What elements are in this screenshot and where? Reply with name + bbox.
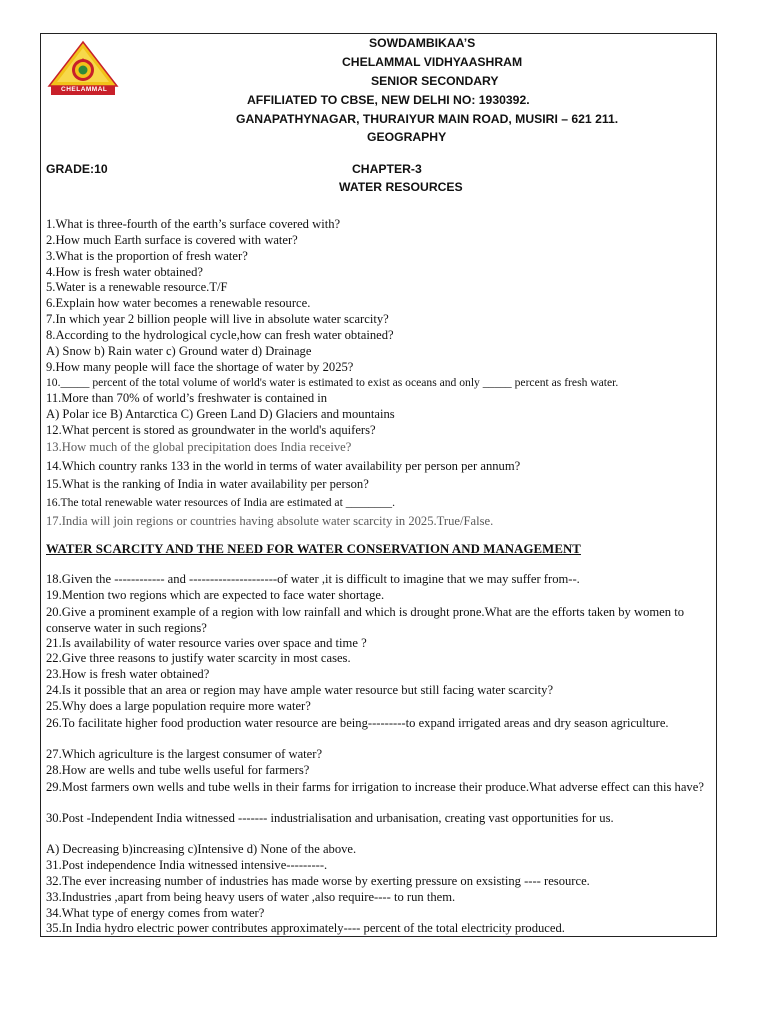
question-14: 14.Which country ranks 133 in the world in terms of water availability per person per annum? (46, 459, 521, 473)
chapter-title: WATER RESOURCES (339, 180, 463, 194)
question-30-options: A) Decreasing b)increasing c)Intensive d) None of the above. (46, 842, 357, 856)
question-27: 27.Which agriculture is the largest consumer of water? (46, 747, 323, 761)
address-line: GANAPATHYNAGAR, THURAIYUR MAIN ROAD, MUSIRI – 621 211. (236, 112, 619, 126)
question-15: 15.What is the ranking of India in water availability per person? (46, 477, 369, 491)
question-32: 32.The ever increasing number of industries has made worse by exerting pressure on exsisting ---- resource. (46, 874, 590, 888)
question-34: 34.What type of energy comes from water? (46, 906, 265, 920)
question-11-options: A) Polar ice B) Antarctica C) Green Land D) Glaciers and mountains (46, 407, 395, 421)
question-sheet (40, 33, 717, 937)
question-2: 2.How much Earth surface is covered with water? (46, 233, 298, 247)
question-26: 26.To facilitate higher food production water resource are being---------to expand irrigated areas and dry season agriculture. (46, 716, 669, 730)
school-logo (47, 40, 119, 96)
question-30: 30.Post -Independent India witnessed ------- industrialisation and urbanisation, creating vast opportunities for us. (46, 811, 614, 825)
question-19: 19.Mention two regions which are expected to face water shortage. (46, 588, 385, 602)
question-20: 20.Give a prominent example of a region with low rainfall and which is drought prone.What are the efforts taken by women to conserve water in such regions? (46, 605, 685, 635)
question-3: 3.What is the proportion of fresh water? (46, 249, 248, 263)
question-13: 13.How much of the global precipitation does India receive? (46, 440, 352, 454)
question-1: 1.What is three-fourth of the earth’s surface covered with? (46, 217, 341, 231)
question-17: 17.India will join regions or countries having absolute water scarcity in 2025.True/False. (46, 514, 494, 528)
question-5: 5.Water is a renewable resource.T/F (46, 280, 228, 294)
question-31: 31.Post independence India witnessed intensive---------. (46, 858, 328, 872)
section-heading: WATER SCARCITY AND THE NEED FOR WATER CONSERVATION AND MANAGEMENT (46, 542, 581, 556)
question-18: 18.Given the ------------ and ---------------------of water ,it is difficult to imagine that we may suffer from--. (46, 572, 580, 586)
school-level: SENIOR SECONDARY (371, 74, 499, 88)
question-12: 12.What percent is stored as groundwater in the world's aquifers? (46, 423, 376, 437)
question-11: 11.More than 70% of world’s freshwater is contained in (46, 391, 328, 405)
question-35: 35.In India hydro electric power contributes approximately---- percent of the total electricity produced. (46, 921, 565, 935)
school-name: SOWDAMBIKAA’S (369, 36, 476, 50)
question-7: 7.In which year 2 billion people will live in absolute water scarcity? (46, 312, 389, 326)
question-8-options: A) Snow b) Rain water c) Ground water d) Drainage (46, 344, 312, 358)
subject-label: GEOGRAPHY (367, 130, 447, 144)
question-24: 24.Is it possible that an area or region may have ample water resource but still facing water scarcity? (46, 683, 554, 697)
logo-caption: CHELAMMAL (61, 86, 108, 93)
question-29: 29.Most farmers own wells and tube wells in their farms for irrigation to increase their produce.What adverse effect can this have? (46, 780, 704, 794)
question-6: 6.Explain how water becomes a renewable resource. (46, 296, 311, 310)
grade-label: GRADE:10 (46, 162, 108, 176)
question-16: 16.The total renewable water resources of India are estimated at ________. (46, 496, 395, 509)
affiliation-line: AFFILIATED TO CBSE, NEW DELHI NO: 1930392. (247, 93, 530, 107)
school-subtitle: CHELAMMAL VIDHYAASHRAM (342, 55, 523, 69)
question-23: 23.How is fresh water obtained? (46, 667, 210, 681)
question-10: 10._____ percent of the total volume of world's water is estimated to exist as oceans and only _____ percent as fresh water. (46, 376, 619, 389)
question-8: 8.According to the hydrological cycle,how can fresh water obtained? (46, 328, 394, 342)
question-28: 28.How are wells and tube wells useful for farmers? (46, 763, 310, 777)
question-22: 22.Give three reasons to justify water scarcity in most cases. (46, 651, 351, 665)
chapter-label: CHAPTER-3 (352, 162, 422, 176)
question-33: 33.Industries ,apart from being heavy users of water ,also require---- to run them. (46, 890, 456, 904)
question-25: 25.Why does a large population require more water? (46, 699, 311, 713)
question-4: 4.How is fresh water obtained? (46, 265, 204, 279)
question-21: 21.Is availability of water resource varies over space and time ? (46, 636, 367, 650)
question-9: 9.How many people will face the shortage of water by 2025? (46, 360, 354, 374)
